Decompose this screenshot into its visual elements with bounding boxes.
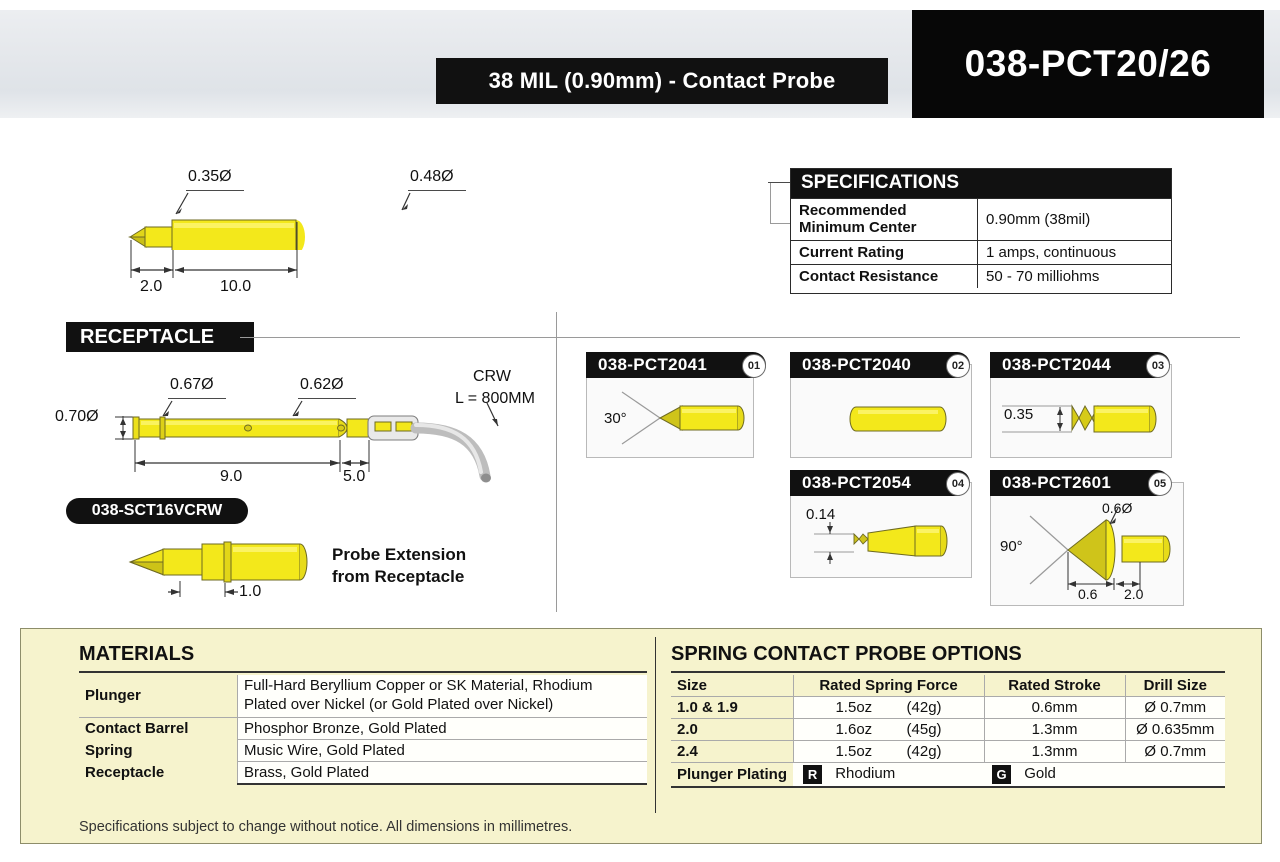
- probe-options-force-oz: 1.6oz: [835, 721, 873, 738]
- probe-options-size: 2.4: [671, 741, 793, 763]
- tip-option-part-pill: [990, 352, 1170, 378]
- tip-option-card-04: [790, 470, 980, 578]
- probe-options-force-g: (45g): [906, 721, 942, 738]
- tip-option-part-pill: [990, 470, 1170, 496]
- part-number: 038-PCT20/26: [964, 43, 1212, 84]
- tip-option-card-01: [586, 352, 776, 458]
- extension-note-line1: Probe Extension: [332, 545, 467, 564]
- materials-value-line2: Plated over Nickel (or Gold Plated over Nickel): [244, 695, 554, 713]
- materials-name-cell: Spring: [79, 739, 238, 761]
- plating-option-gold: [984, 763, 1225, 788]
- probe-options-stroke: 1.3mm: [984, 719, 1125, 741]
- extension-shape: [120, 535, 540, 605]
- dimension-lines: [100, 210, 660, 290]
- tip-option-angle-label: 30°: [604, 410, 627, 427]
- bottom-panel-divider: [655, 637, 656, 813]
- tip-option-part-pill: [586, 352, 766, 378]
- tip-option-index: [946, 472, 970, 496]
- probe-options-stroke: 1.3mm: [984, 741, 1125, 763]
- materials-value-cell: Phosphor Bronze, Gold Plated: [238, 717, 648, 739]
- table-row: [79, 717, 647, 739]
- extension-dimension-label: 1.0: [239, 583, 262, 600]
- materials-heading: MATERIALS: [79, 643, 195, 665]
- page-title-plate: [436, 58, 888, 104]
- materials-value-cell: Music Wire, Gold Plated: [238, 739, 648, 761]
- extension-part-label: [66, 498, 248, 524]
- crw-label-line2: L = 800MM: [455, 390, 535, 407]
- tip-option-cone-diameter-label: 0.6Ø: [1102, 500, 1133, 516]
- materials-value-cell: Brass, Gold Plated: [238, 761, 648, 784]
- probe-tip-length-label: 2.0: [140, 278, 163, 295]
- page-title: 38 MIL (0.90mm) - Contact Probe: [488, 68, 836, 93]
- probe-options-table: [671, 675, 1225, 788]
- probe-options-force-oz: 1.5oz: [835, 699, 873, 716]
- plating-name-rhodium: Rhodium: [835, 765, 896, 783]
- table-row: [671, 741, 1225, 763]
- tip-option-angle-label: 90°: [1000, 538, 1023, 555]
- tip-option-card-02: [790, 352, 980, 458]
- probe-options-col-stroke: Rated Stroke: [984, 675, 1125, 697]
- receptacle-diagram: [55, 368, 555, 498]
- receptacle-section-label-text: RECEPTACLE: [80, 325, 215, 348]
- plating-code-g: G: [992, 765, 1011, 784]
- tip-option-index-text: 02: [951, 360, 965, 372]
- section-divider-vertical: [556, 312, 557, 612]
- table-row: [671, 697, 1225, 719]
- footer-note: Specifications subject to change without notice. All dimensions in millimetres.: [79, 819, 573, 835]
- tip-shape-flat: [800, 380, 980, 458]
- extension-diagram: [120, 535, 540, 605]
- tip-option-part-number: 038-PCT2040: [802, 355, 912, 374]
- probe-options-heading: SPRING CONTACT PROBE OPTIONS: [671, 643, 1022, 665]
- materials-value-line1: Full-Hard Beryllium Copper or SK Material, Rhodium: [244, 677, 593, 694]
- tip-option-part-pill: [790, 352, 970, 378]
- tip-option-index: [742, 354, 766, 378]
- materials-name-cell: Receptacle: [79, 761, 238, 784]
- tip-option-dim-label: 0.35: [1004, 406, 1034, 423]
- probe-options-force-oz: 1.5oz: [835, 743, 873, 760]
- tip-option-index: [946, 354, 970, 378]
- extension-part-label-text: 038-SCT16VCRW: [91, 502, 223, 519]
- receptacle-flange-diameter-label: 0.67Ø: [170, 376, 214, 393]
- tip-option-shaft-length-label: 2.0: [1124, 586, 1144, 602]
- receptacle-body-length-label: 9.0: [220, 468, 243, 485]
- tip-option-card-03: [990, 352, 1180, 458]
- tip-option-index-text: 01: [747, 360, 761, 372]
- probe-tip-diameter-label: 0.35Ø: [188, 168, 232, 185]
- probe-options-force-g: (42g): [906, 699, 942, 716]
- table-row: [671, 763, 1225, 788]
- probe-options-force: [793, 719, 984, 741]
- spec-value-cell: 0.90mm (38mil): [978, 199, 1172, 241]
- table-row: [79, 675, 647, 717]
- table-row: [79, 761, 647, 784]
- plating-name-gold: Gold: [1024, 765, 1056, 783]
- probe-diagram: [100, 160, 660, 300]
- tip-option-part-number: 038-PCT2041: [598, 355, 708, 374]
- probe-options-size: 2.0: [671, 719, 793, 741]
- plating-option-rhodium: [793, 763, 984, 788]
- probe-barrel-length-label: 10.0: [220, 278, 252, 295]
- tip-option-index-text: 03: [1151, 360, 1165, 372]
- receptacle-outer-diameter-label: 0.70Ø: [55, 408, 99, 425]
- plunger-plating-label: Plunger Plating: [671, 763, 793, 788]
- spec-key-cell: [791, 199, 978, 241]
- table-row: [79, 739, 647, 761]
- materials-heading-rule: [79, 671, 647, 673]
- probe-options-force-g: (42g): [906, 743, 942, 760]
- tip-option-index-text: 04: [951, 478, 965, 490]
- spec-value-cell: 50 - 70 milliohms: [978, 264, 1172, 288]
- tip-option-index: [1146, 354, 1170, 378]
- receptacle-section-label: [66, 322, 254, 352]
- table-row: [791, 264, 1171, 288]
- table-row: [791, 199, 1171, 241]
- specifications-table: [790, 168, 1172, 294]
- probe-options-drill: Ø 0.7mm: [1125, 741, 1225, 763]
- spec-key-line2: Minimum Center: [799, 219, 917, 237]
- tip-option-cone-length-label: 0.6: [1078, 586, 1098, 602]
- table-row: [671, 719, 1225, 741]
- tip-option-part-number: 038-PCT2601: [1002, 473, 1112, 492]
- specifications-heading: SPECIFICATIONS: [791, 169, 1171, 198]
- tip-option-index-text: 05: [1153, 478, 1167, 490]
- tip-option-dim-label: 0.14: [806, 506, 836, 523]
- crw-label-line1: CRW: [473, 368, 511, 385]
- extension-note-line2: from Receptacle: [332, 567, 465, 586]
- receptacle-shape: [55, 368, 555, 498]
- plating-code-r: R: [803, 765, 822, 784]
- probe-options-drill: Ø 0.7mm: [1125, 697, 1225, 719]
- probe-options-stroke: 0.6mm: [984, 697, 1125, 719]
- spec-key-cell: Current Rating: [791, 240, 978, 264]
- spec-value-cell: 1 amps, continuous: [978, 240, 1172, 264]
- probe-options-force: [793, 741, 984, 763]
- spec-key-cell: Contact Resistance: [791, 264, 978, 288]
- tip-option-part-number: 038-PCT2044: [1002, 355, 1112, 374]
- bottom-panel: [20, 628, 1262, 844]
- probe-options-col-force: Rated Spring Force: [793, 675, 984, 697]
- probe-options-size: 1.0 & 1.9: [671, 697, 793, 719]
- probe-barrel-diameter-label: 0.48Ø: [410, 168, 454, 185]
- spec-key-line1: Recommended: [799, 202, 907, 219]
- probe-options-col-drill: Drill Size: [1125, 675, 1225, 697]
- materials-name-cell: Contact Barrel: [79, 717, 238, 739]
- probe-options-drill: Ø 0.635mm: [1125, 719, 1225, 741]
- materials-name-cell: Plunger: [79, 675, 238, 717]
- materials-table: [79, 675, 647, 785]
- tip-option-index: [1148, 472, 1172, 496]
- materials-value-cell: [238, 675, 648, 717]
- part-number-plate: [912, 10, 1264, 118]
- tip-option-part-pill: [790, 470, 970, 496]
- table-row: [671, 675, 1225, 697]
- table-row: [791, 240, 1171, 264]
- tip-option-part-number: 038-PCT2054: [802, 473, 912, 492]
- tip-option-card-05: [990, 470, 1190, 606]
- receptacle-crimp-length-label: 5.0: [343, 468, 366, 485]
- receptacle-rule: [240, 337, 1240, 338]
- probe-options-col-size: Size: [671, 675, 793, 697]
- receptacle-body-diameter-label: 0.62Ø: [300, 376, 344, 393]
- probe-options-heading-rule: [671, 671, 1225, 673]
- probe-options-force: [793, 697, 984, 719]
